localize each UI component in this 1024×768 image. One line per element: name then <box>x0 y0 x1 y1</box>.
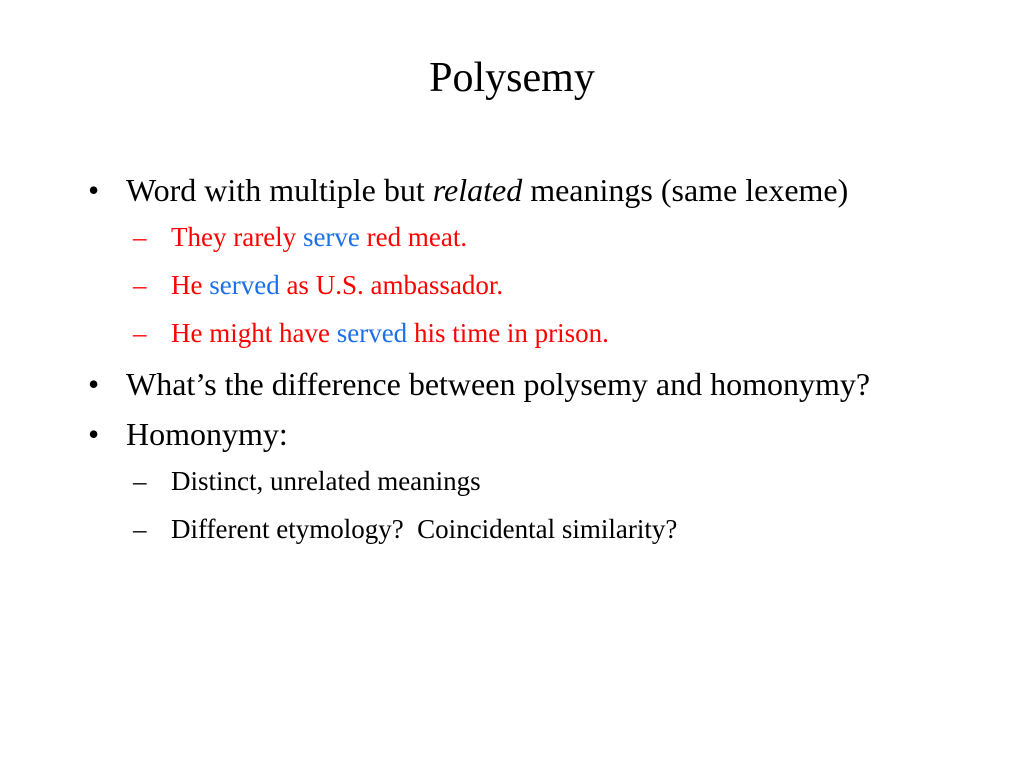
example-text: as U.S. ambassador. <box>279 270 504 300</box>
example-highlight: served <box>209 270 280 300</box>
bullet-homonymy <box>88 414 916 454</box>
example-text: red meat. <box>359 222 468 252</box>
homonymy-point-text: Distinct, unrelated meanings <box>171 466 481 496</box>
bullet-text: What’s the difference between polysemy and homonymy? <box>126 366 871 402</box>
example-serve-meat <box>133 220 1024 254</box>
dash-marker: – <box>133 318 147 348</box>
bullet-difference-question <box>88 364 916 404</box>
homonymy-point-distinct <box>133 464 1024 498</box>
dash-marker: – <box>133 270 147 300</box>
slide-title: Polysemy <box>429 55 595 101</box>
bullet-text: Homonymy: <box>126 416 288 452</box>
homonymy-point-etymology <box>133 512 1024 546</box>
example-served-ambassador <box>133 268 1024 302</box>
example-text: his time in prison. <box>407 318 609 348</box>
example-served-prison <box>133 316 1024 350</box>
example-text: He <box>171 270 210 300</box>
bullet-text-part: meanings (same lexeme) <box>522 172 849 208</box>
slide-body <box>0 170 1024 560</box>
example-text: They rarely <box>171 222 303 252</box>
example-text: He might have <box>171 318 337 348</box>
bullet-marker: • <box>88 172 100 208</box>
dash-marker: – <box>133 514 147 544</box>
example-highlight: serve <box>302 222 360 252</box>
bullet-marker: • <box>88 416 100 452</box>
homonymy-point-text: Different etymology? Coincidental similarity? <box>171 514 678 544</box>
dash-marker: – <box>133 222 147 252</box>
bullet-marker: • <box>88 366 100 402</box>
dash-marker: – <box>133 466 147 496</box>
bullet-polysemy-definition <box>88 170 916 210</box>
bullet-text-part: Word with multiple but <box>126 172 433 208</box>
bullet-emphasis: related <box>432 172 523 208</box>
example-highlight: served <box>336 318 408 348</box>
